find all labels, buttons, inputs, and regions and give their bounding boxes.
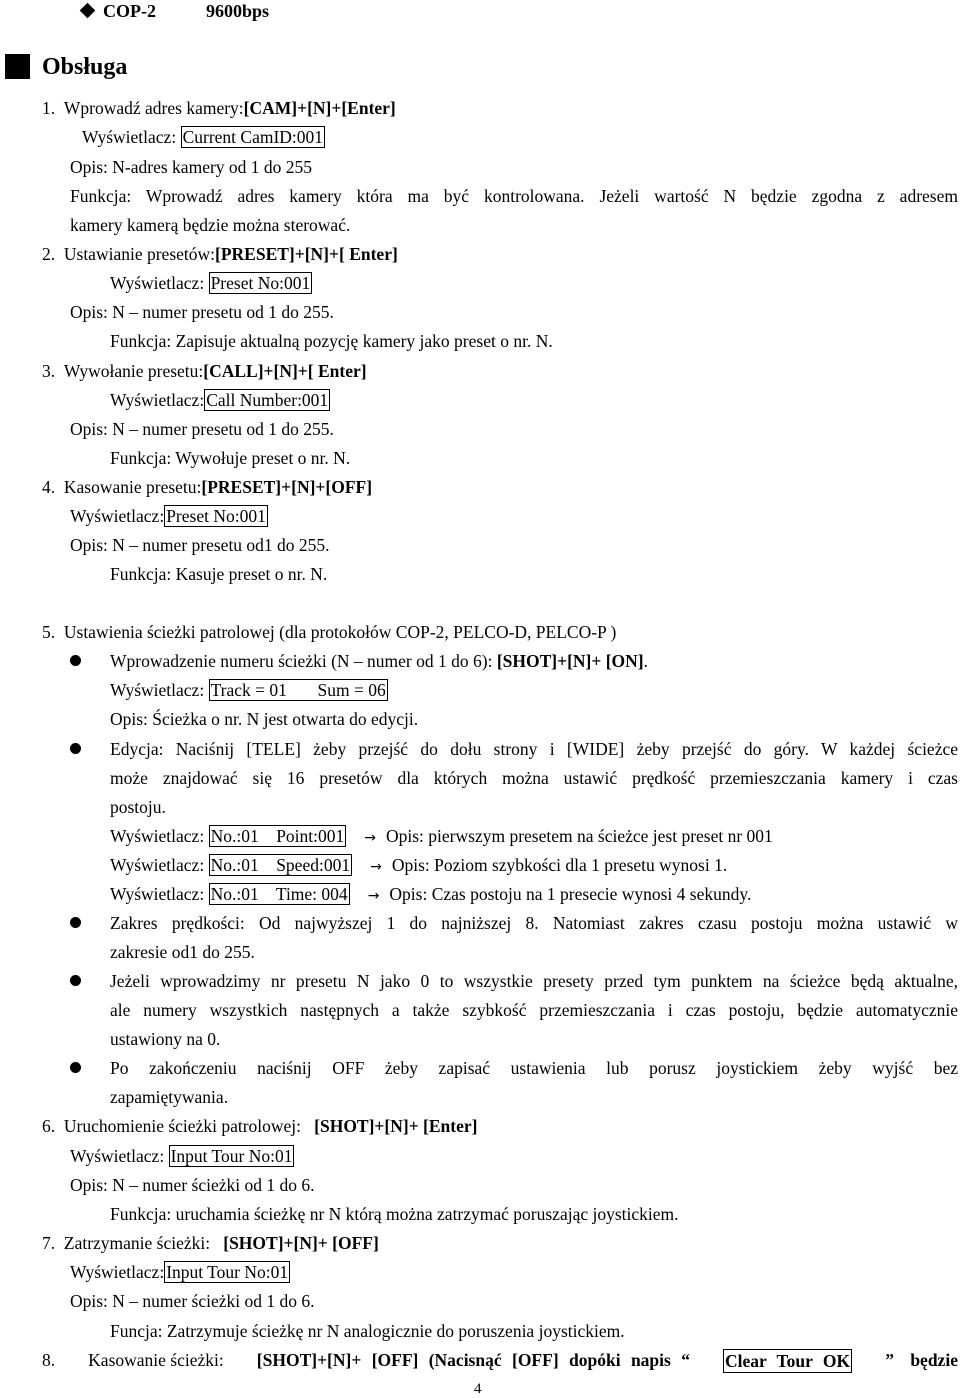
item-5-bullet-3-line1: Zakres prędkości: Od najwyższej 1 do najniższej 8. Natomiast zakres czasu postoju można ustawić w xyxy=(110,913,958,933)
display-desc: Opis: Czas postoju na 1 presecie wynosi 4 sekundy. xyxy=(389,884,752,904)
bullet-keys: [SHOT]+[N]+ [ON] xyxy=(496,651,644,671)
item-5-bullet-1-opis: Opis: Ścieżka o nr. N jest otwarta do edycji. xyxy=(110,709,419,729)
display-box: No.:01 Time: 004 xyxy=(210,884,348,904)
item-number: 1. xyxy=(42,98,56,118)
item-5-bullet-3-line2: zakresie od1 do 255. xyxy=(110,942,255,962)
item-title: Wprowadź adres kamery: xyxy=(63,98,244,118)
item-5-bullet-2-line3: postoju. xyxy=(110,797,166,817)
item-number: 5. xyxy=(42,622,56,642)
item-number: 8. xyxy=(42,1350,56,1370)
item-2-heading xyxy=(42,243,398,265)
item-3-funkcja: Funkcja: Wywołuje preset o nr. N. xyxy=(110,448,351,468)
item-3-display xyxy=(110,389,330,411)
item-end: ” będzie xyxy=(885,1350,958,1370)
display-label: Wyświetlacz: xyxy=(110,855,209,875)
item-6-opis: Opis: N – numer ścieżki od 1 do 6. xyxy=(70,1175,315,1195)
bullet-icon xyxy=(70,655,81,666)
item-5-bullet-2-line1: Edycja: Naciśnij [TELE] żeby przejść do dołu strony i [WIDE] żeby przejść do góry. W każdej ścieżce xyxy=(110,739,958,759)
header-line xyxy=(82,0,269,22)
bullet-end: . xyxy=(643,651,649,671)
display-label: Wyświetlacz: xyxy=(110,273,209,293)
bullet-icon xyxy=(70,917,81,928)
item-5-bullet-2-line2: może znajdować się 16 presetów dla których można ustawić prędkość przemieszczania kamery i czas xyxy=(110,768,958,788)
display-desc: Opis: pierwszym presetem na ścieżce jest preset nr 001 xyxy=(386,826,773,846)
item-2-opis: Opis: N – numer presetu od 1 do 255. xyxy=(70,302,334,322)
display-label: Wyświetlacz: xyxy=(110,884,209,904)
item-keys: [SHOT]+[N]+ [Enter] xyxy=(314,1116,478,1136)
display-label: Wyświetlacz: xyxy=(110,826,209,846)
protocol-label: COP-2 xyxy=(103,1,156,21)
item-number: 2. xyxy=(42,244,56,264)
item-keys: [SHOT]+[N]+ [OFF] (Nacisnąć [OFF] dopóki napis “ xyxy=(256,1350,690,1370)
item-title: Zatrzymanie ścieżki: xyxy=(63,1233,224,1253)
item-7-funkcja: Funcja: Zatrzymuje ścieżkę nr N analogicznie do poruszenia joystickiem. xyxy=(110,1321,625,1341)
item-4-opis: Opis: N – numer presetu od1 do 255. xyxy=(70,535,330,555)
item-7-display xyxy=(70,1261,290,1283)
item-title: Kasowanie presetu: xyxy=(63,477,202,497)
display-box: Preset No:001 xyxy=(210,273,311,293)
display-box: Clear Tour OK xyxy=(725,1351,851,1371)
display-desc: Opis: Poziom szybkości dla 1 presetu wynosi 1. xyxy=(391,855,728,875)
display-box: Track = 01 Sum = 06 xyxy=(210,680,386,700)
display-box: Call Number:001 xyxy=(206,390,329,410)
arrow-right-icon: → xyxy=(364,830,376,846)
display-box: No.:01 Point:001 xyxy=(210,826,345,846)
arrow-right-icon: → xyxy=(367,888,380,904)
baud-label: 9600bps xyxy=(206,1,270,21)
item-1-funkcja-line2: kamery kamerą będzie można sterować. xyxy=(70,215,351,235)
item-4-funkcja: Funkcja: Kasuje preset o nr. N. xyxy=(110,564,328,584)
item-4-heading xyxy=(42,476,372,498)
item-keys: [CAM]+[N]+[Enter] xyxy=(243,98,396,118)
item-title: Ustawianie presetów: xyxy=(63,244,216,264)
display-box: Current CamID:001 xyxy=(182,127,324,147)
item-5-bullet-5-line2: zapamiętywania. xyxy=(110,1087,229,1107)
item-5-display-row-3 xyxy=(110,883,751,907)
display-box: Preset No:001 xyxy=(166,506,266,526)
item-3-heading xyxy=(42,360,367,382)
item-7-heading xyxy=(42,1232,379,1254)
item-5-display-row-2 xyxy=(110,854,727,878)
item-keys: [PRESET]+[N]+[OFF] xyxy=(201,477,373,497)
item-number: 3. xyxy=(42,361,56,381)
section-square-icon xyxy=(5,54,30,79)
display-box: Input Tour No:01 xyxy=(166,1262,289,1282)
item-number: 4. xyxy=(42,477,56,497)
item-5-bullet-5-line1: Po zakończeniu naciśnij OFF żeby zapisać ustawienia lub porusz joystickiem żeby wyjść bez xyxy=(110,1058,958,1078)
item-number: 7. xyxy=(42,1233,56,1253)
display-box: No.:01 Speed:001 xyxy=(210,855,351,875)
section-title: Obsługa xyxy=(42,54,128,80)
item-keys: [CALL]+[N]+[ Enter] xyxy=(203,361,367,381)
bullet-icon xyxy=(70,743,81,754)
item-6-heading xyxy=(42,1115,477,1137)
item-7-opis: Opis: N – numer ścieżki od 1 do 6. xyxy=(70,1291,315,1311)
item-5-bullet-4-line1: Jeżeli wprowadzimy nr presetu N jako 0 to wszystkie presety przed tym punktem na ścieżce będą aktualne, xyxy=(110,971,958,991)
display-label: Wyświetlacz: xyxy=(82,127,181,147)
item-5-bullet-1 xyxy=(110,650,648,672)
item-3-opis: Opis: N – numer presetu od 1 do 255. xyxy=(70,419,334,439)
item-1-funkcja-line1: Funkcja: Wprowadź adres kamery która ma być kontrolowana. Jeżeli wartość N będzie zgodna z adresem xyxy=(70,186,958,206)
item-8-heading xyxy=(42,1349,958,1373)
item-5-bullet-4-line3: ustawiony na 0. xyxy=(110,1029,221,1049)
item-number: 6. xyxy=(42,1116,56,1136)
display-label: Wyświetlacz: xyxy=(70,1262,165,1282)
item-5-display-row-1 xyxy=(110,825,773,849)
display-label: Wyświetlacz: xyxy=(110,390,205,410)
item-title: Wywołanie presetu: xyxy=(63,361,204,381)
diamond-bullet-icon xyxy=(80,3,96,19)
item-title: Kasowanie ścieżki: xyxy=(88,1350,224,1370)
bullet-text: Wprowadzenie numeru ścieżki (N – numer od 1 do 6): xyxy=(110,651,497,671)
item-5-bullet-4-line2: ale numery wszystkich następnych a także szybkość przemieszczania i czas postoju, będzie automatycznie xyxy=(110,1000,958,1020)
item-2-display xyxy=(110,272,312,294)
item-title: Uruchomienie ścieżki patrolowej: xyxy=(63,1116,315,1136)
display-label: Wyświetlacz: xyxy=(70,1146,169,1166)
item-4-display xyxy=(70,505,268,527)
bullet-icon xyxy=(70,975,81,986)
display-box: Input Tour No:01 xyxy=(170,1146,293,1166)
arrow-right-icon: → xyxy=(370,859,382,875)
item-5-bullet-1-display xyxy=(110,679,388,701)
item-5-heading xyxy=(42,621,616,643)
bullet-icon xyxy=(70,1062,81,1073)
item-2-funkcja: Funkcja: Zapisuje aktualną pozycję kamery jako preset o nr. N. xyxy=(110,331,553,351)
item-1-opis: Opis: N-adres kamery od 1 do 255 xyxy=(70,157,313,177)
item-keys: [PRESET]+[N]+[ Enter] xyxy=(215,244,398,264)
display-label: Wyświetlacz: xyxy=(110,680,209,700)
item-title: Ustawienia ścieżki patrolowej (dla protokołów COP-2, PELCO-D, PELCO-P ) xyxy=(63,622,617,642)
item-keys: [SHOT]+[N]+ [OFF] xyxy=(223,1233,379,1253)
item-6-funkcja: Funkcja: uruchamia ścieżkę nr N którą można zatrzymać poruszając joystickiem. xyxy=(110,1204,679,1224)
item-1-display xyxy=(82,126,325,148)
item-6-display xyxy=(70,1145,294,1167)
display-label: Wyświetlacz: xyxy=(70,506,165,526)
item-1-heading xyxy=(42,97,396,119)
page-number: 4 xyxy=(474,1381,482,1397)
